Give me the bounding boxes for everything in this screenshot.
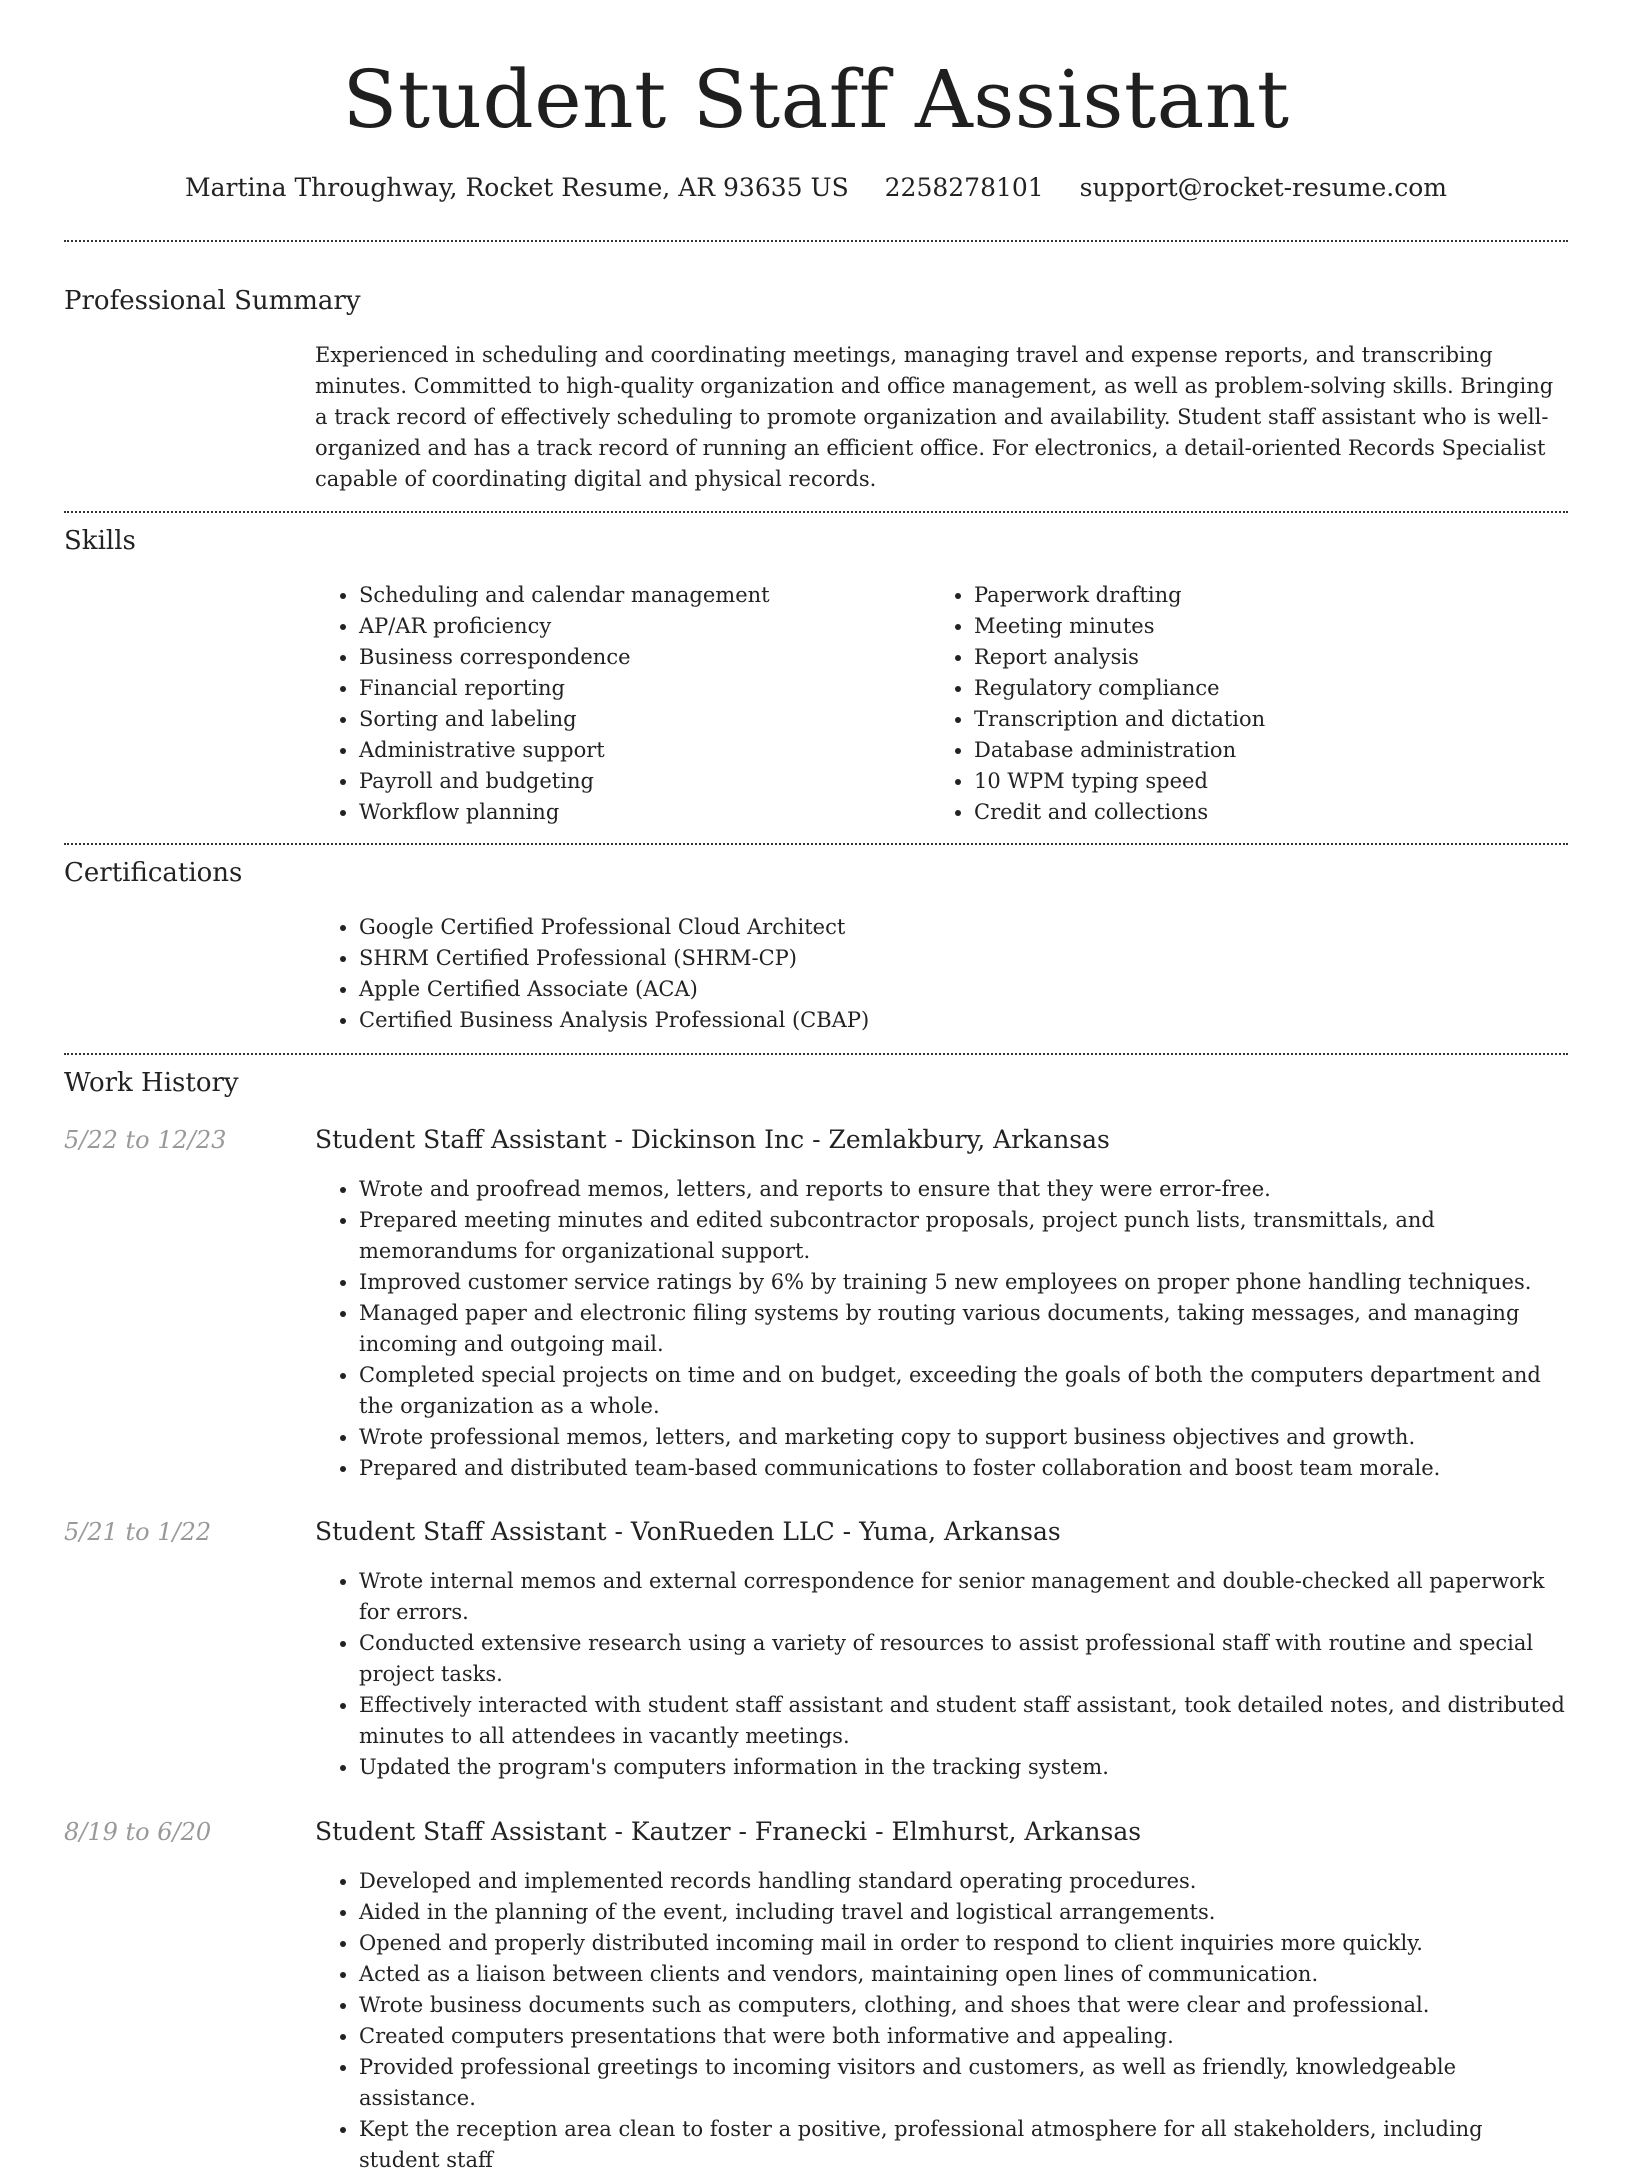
certification-item: • Certified Business Analysis Professional (CBAP) [359,1005,1568,1036]
skill-item: • Paperwork drafting [974,580,1530,611]
job-dates: 8/19 to 6/20 [64,1818,212,1846]
section-divider [64,843,1568,845]
certifications-section [315,912,1568,1036]
job-responsibilities [315,1566,1568,1783]
skill-item: • Administrative support [359,735,915,766]
job-bullet: • Wrote and proofread memos, letters, and reports to ensure that they were error-free. [359,1174,1568,1205]
skills-heading: Skills [64,526,136,556]
certification-item: • Google Certified Professional Cloud Architect [359,912,1568,943]
job-title: Student Staff Assistant - VonRueden LLC - Yuma, Arkansas [315,1517,1061,1546]
job-bullet: • Completed special projects on time and on budget, exceeding the goals of both the computers department and the organization as a whole. [359,1360,1568,1422]
job-bullet: • Aided in the planning of the event, including travel and logistical arrangements. [359,1897,1568,1928]
job-bullet: • Wrote professional memos, letters, and marketing copy to support business objectives and growth. [359,1422,1568,1453]
summary-section [315,340,1568,495]
job-dates: 5/22 to 12/23 [64,1126,227,1154]
skills-list-right [930,580,1530,828]
skills-column-left [315,580,915,828]
contact-line [0,170,1632,206]
section-divider [64,1053,1568,1055]
summary-text: Experienced in scheduling and coordinating meetings, managing travel and expense reports, and transcribing minutes. Committed to high-quality organization and office management, as well as problem-solving skills. Bringing a track record of effectively scheduling to promote organization and availability. Student staff assistant who is well-organized and has a track record of running an efficient office. For electronics, a detail-oriented Records Specialist capable of coordinating digital and physical records. [315,343,1554,491]
job-bullet: • Wrote internal memos and external correspondence for senior management and double-checked all paperwork for errors. [359,1566,1568,1628]
certification-item: • Apple Certified Associate (ACA) [359,974,1568,1005]
certification-item: • SHRM Certified Professional (SHRM-CP) [359,943,1568,974]
job-bullet: • Prepared and distributed team-based communications to foster collaboration and boost team morale. [359,1453,1568,1484]
job-bullet: • Improved customer service ratings by 6% by training 5 new employees on proper phone handling techniques. [359,1267,1568,1298]
job-responsibilities [315,1174,1568,1484]
skill-item: • Scheduling and calendar management [359,580,915,611]
summary-heading: Professional Summary [64,286,361,316]
skill-item: • Report analysis [974,642,1530,673]
job-bullet: • Created computers presentations that were both informative and appealing. [359,2021,1568,2052]
job-bullet: • Managed paper and electronic filing systems by routing various documents, taking messages, and managing incoming and outgoing mail. [359,1298,1568,1360]
job-bullet: • Opened and properly distributed incoming mail in order to respond to client inquiries more quickly. [359,1928,1568,1959]
certifications-heading: Certifications [64,858,243,888]
job-bullet: • Kept the reception area clean to foster a positive, professional atmosphere for all stakeholders, including student staff [359,2114,1568,2176]
contact-phone: 2258278101 [884,173,1044,202]
skill-item: • Financial reporting [359,673,915,704]
contact-address: Martina Throughway, Rocket Resume, AR 93635 US [185,173,849,202]
job-bullet: • Effectively interacted with student staff assistant and student staff assistant, took detailed notes, and distributed minutes to all attendees in vacantly meetings. [359,1690,1568,1752]
job-bullet-list [315,1566,1568,1783]
skill-item: • Payroll and budgeting [359,766,915,797]
skill-item: • Regulatory compliance [974,673,1530,704]
job-bullet: • Developed and implemented records handling standard operating procedures. [359,1866,1568,1897]
job-bullet-list [315,1866,1568,2176]
skill-item: • Sorting and labeling [359,704,915,735]
job-bullet: • Updated the program's computers information in the tracking system. [359,1752,1568,1783]
work-history-heading: Work History [64,1068,239,1098]
job-title: Student Staff Assistant - Dickinson Inc - Zemlakbury, Arkansas [315,1125,1110,1154]
certifications-list [315,912,1568,1036]
skill-item: • Transcription and dictation [974,704,1530,735]
section-divider [64,240,1568,242]
job-bullet-list [315,1174,1568,1484]
section-divider [64,511,1568,513]
skill-item: • Meeting minutes [974,611,1530,642]
job-bullet: • Conducted extensive research using a variety of resources to assist professional staff with routine and special project tasks. [359,1628,1568,1690]
skill-item: • Business correspondence [359,642,915,673]
job-bullet: • Wrote business documents such as computers, clothing, and shoes that were clear and professional. [359,1990,1568,2021]
skill-item: • Workflow planning [359,797,915,828]
skill-item: • Credit and collections [974,797,1530,828]
contact-email[interactable]: support@rocket-resume.com [1079,173,1447,202]
job-bullet: • Provided professional greetings to incoming visitors and customers, as well as friendly, knowledgeable assistance. [359,2052,1568,2114]
skills-column-right [930,580,1530,828]
job-title: Student Staff Assistant - Kautzer - Franecki - Elmhurst, Arkansas [315,1817,1142,1846]
job-bullet: • Acted as a liaison between clients and vendors, maintaining open lines of communication. [359,1959,1568,1990]
skills-list-left [315,580,915,828]
job-responsibilities [315,1866,1568,2176]
skill-item: • Database administration [974,735,1530,766]
resume-title: Student Staff Assistant [342,53,1290,146]
job-bullet: • Prepared meeting minutes and edited subcontractor proposals, project punch lists, transmittals, and memorandums for organizational support. [359,1205,1568,1267]
job-dates: 5/21 to 1/22 [64,1518,212,1546]
skill-item: • 10 WPM typing speed [974,766,1530,797]
skill-item: • AP/AR proficiency [359,611,915,642]
